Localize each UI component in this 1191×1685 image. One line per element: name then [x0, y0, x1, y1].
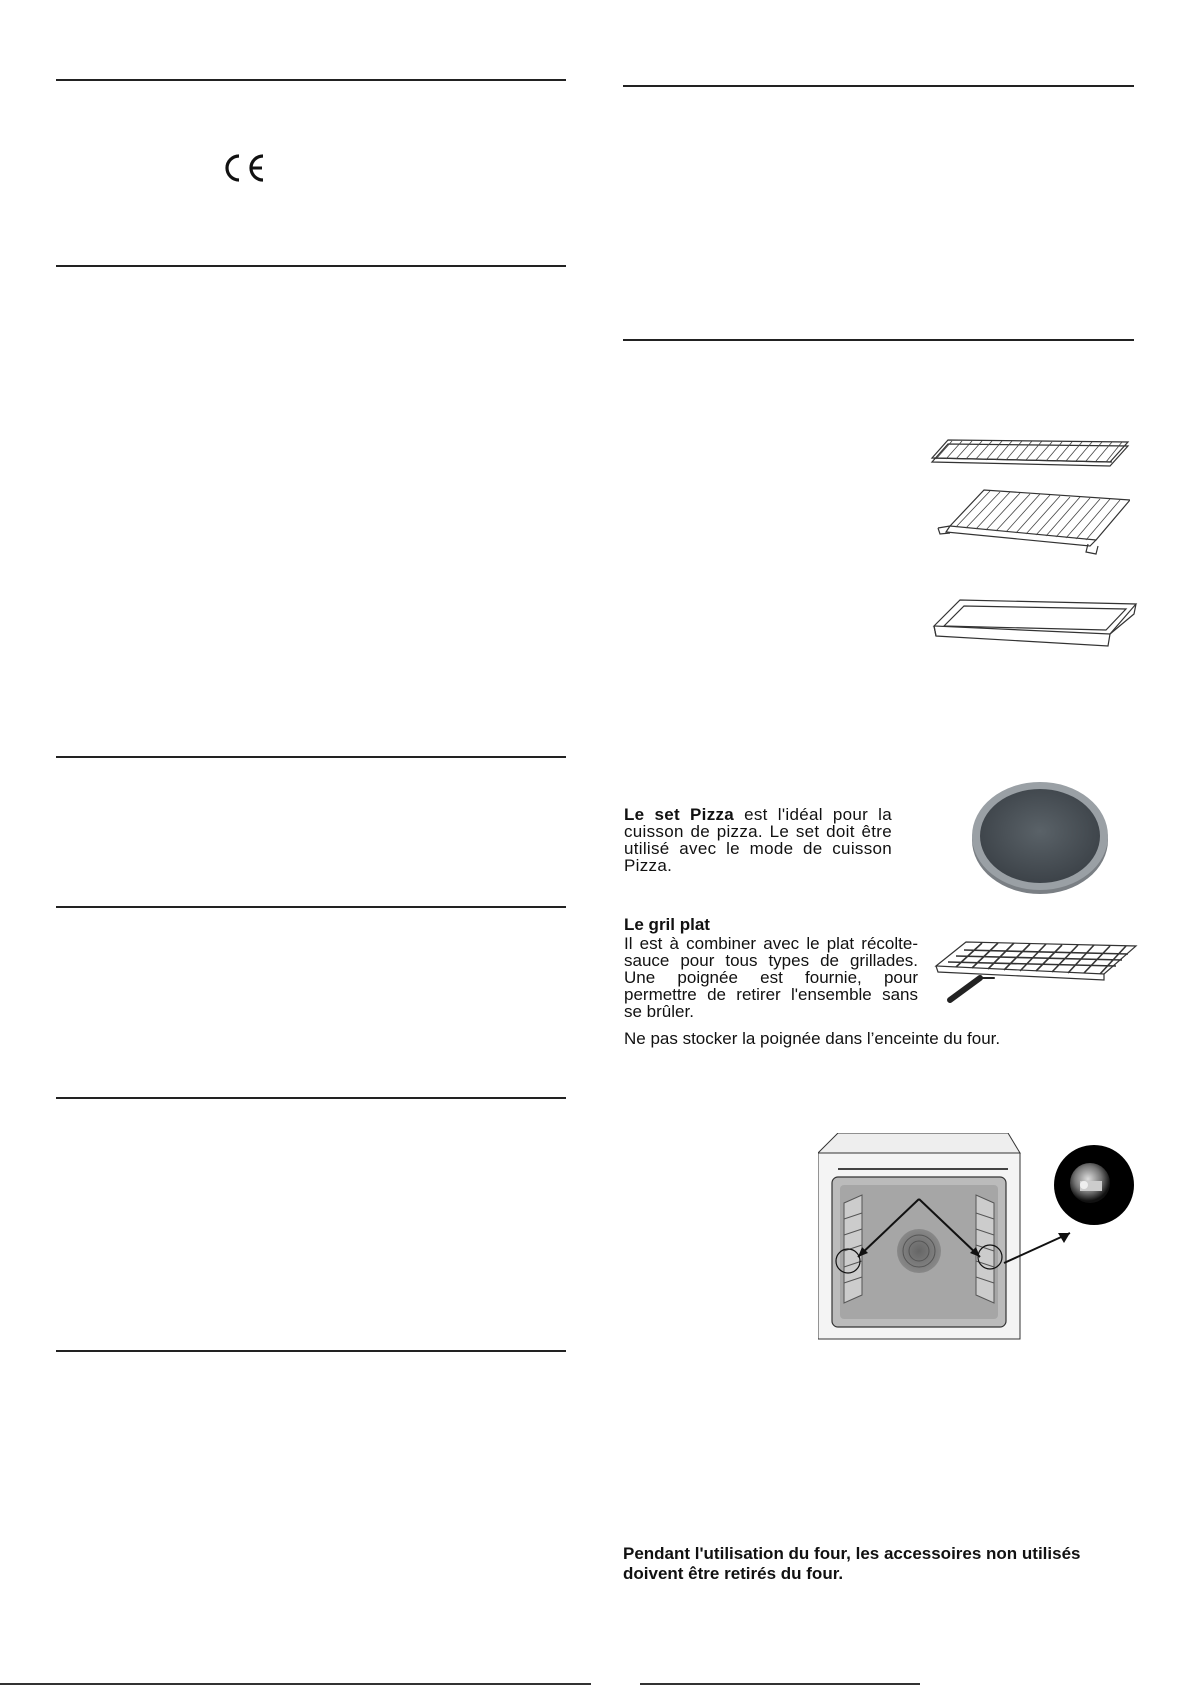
baking-tray-illustration [930, 596, 1138, 652]
flat-grill-title: Le gril plat [624, 915, 710, 934]
section-divider [56, 756, 566, 758]
section-divider [56, 79, 566, 81]
wire-shelf-illustration [928, 436, 1130, 558]
section-divider [623, 85, 1134, 87]
pizza-set-label: Le set Pizza [624, 805, 735, 824]
section-divider [56, 1097, 566, 1099]
flat-grill-description: Il est à combiner avec le plat récolte-sauce pour tous types de grillades. Une poignée est fournie, pour permettre de retirer l'ensemble sans se brûler. [624, 934, 918, 1021]
pizza-set-description [624, 806, 892, 874]
pizza-set-text: est l'idéal pour la cuisson de pizza. Le set doit être utilisé avec le mode de cuisson Pizza. [624, 805, 892, 875]
section-divider [623, 339, 1134, 341]
flat-grill-illustration [932, 938, 1138, 1008]
section-divider [56, 265, 566, 267]
ce-mark-logo [221, 153, 265, 183]
section-divider [56, 1350, 566, 1352]
flat-grill-note: Ne pas stocker la poignée dans l’enceinte du four. [624, 1029, 1001, 1048]
pizza-pan-illustration [970, 778, 1110, 896]
accessories-warning: Pendant l'utilisation du four, les accessoires non utilisés doivent être retirés du four. [623, 1544, 1081, 1583]
oven-interior-illustration [818, 1133, 1136, 1343]
section-divider [56, 906, 566, 908]
